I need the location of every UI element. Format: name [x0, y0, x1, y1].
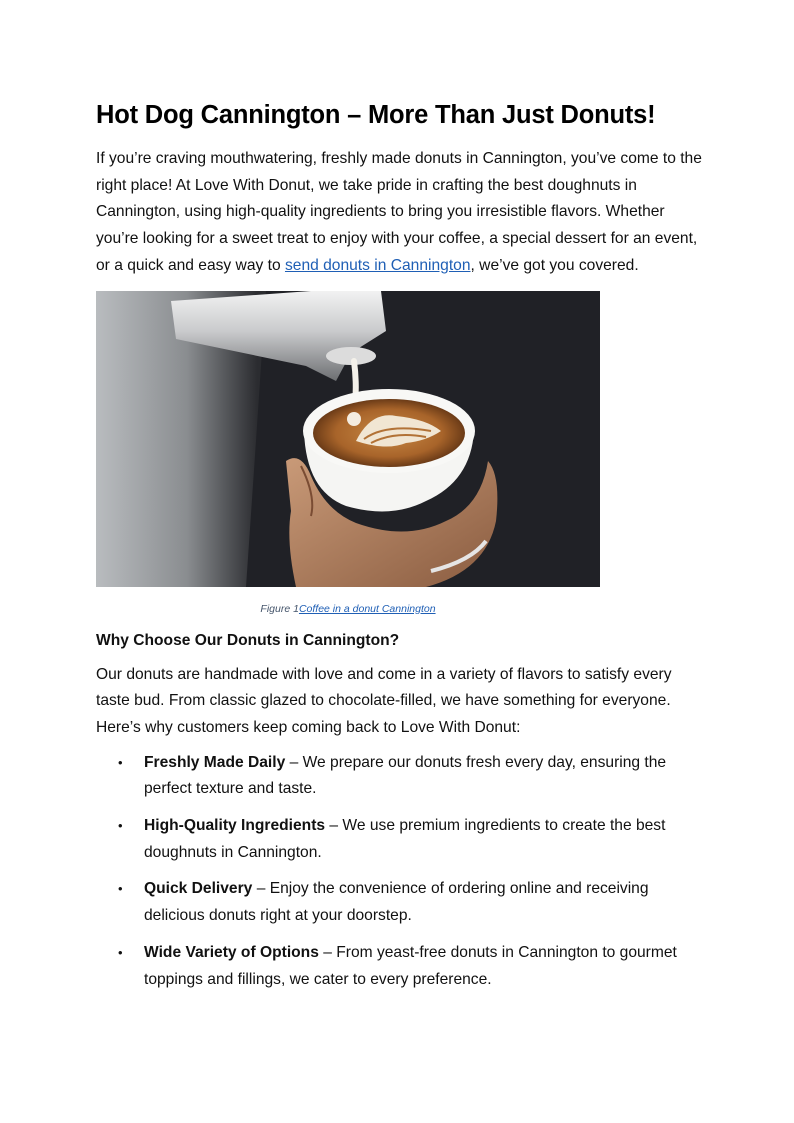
intro-text-before-link: If you’re craving mouthwatering, freshly made donuts in Cannington, you’ve come to the right place! At Love With Donut, we take pride in crafting the best doughnuts in Cannington, using high-quality ingredients to bring you irresistible flavors. Whether you’re looking for a sweet treat to enjoy with your coffee, a special dessert for an event, or a quick and easy way to: [96, 150, 702, 274]
bullet-icon: •: [118, 881, 123, 897]
feature-title: Wide Variety of Options: [144, 943, 319, 961]
feature-description: – We use premium ingredients to create the best doughnuts in Cannington.: [144, 817, 666, 861]
bullet-icon: •: [118, 754, 123, 770]
feature-title: High-Quality Ingredients: [144, 817, 326, 835]
intro-paragraph: [96, 146, 706, 280]
figure-caption: [96, 602, 600, 616]
feature-title: Freshly Made Daily: [144, 753, 286, 771]
list-item: [96, 876, 706, 929]
figure-caption-prefix: Figure 1: [260, 602, 299, 615]
intro-text-after-link: , we’ve got you covered.: [470, 256, 639, 274]
document-content: [96, 98, 706, 1003]
page-title: Hot Dog Cannington – More Than Just Donuts!: [96, 101, 656, 129]
coffee-latte-art-photo: [96, 291, 600, 587]
list-item: [96, 750, 706, 803]
section-heading: Why Choose Our Donuts in Cannington?: [96, 631, 400, 649]
list-item: [96, 940, 706, 993]
feature-description: – Enjoy the convenience of ordering online and receiving delicious donuts right at your doorstep.: [144, 880, 649, 925]
section-paragraph: Our donuts are handmade with love and come in a variety of flavors to satisfy every taste bud. From classic glazed to chocolate-filled, we have something for everyone. Here’s why customers keep coming back to Love With Donut:: [96, 665, 672, 736]
features-list: [96, 750, 706, 994]
list-item: [96, 813, 706, 866]
figure-caption-link[interactable]: Coffee in a donut Cannington: [298, 602, 436, 615]
bullet-icon: •: [118, 944, 123, 960]
send-donuts-link[interactable]: send donuts in Cannington: [284, 256, 471, 274]
feature-description: – From yeast-free donuts in Cannington to gourmet toppings and fillings, we cater to every preference.: [144, 943, 677, 988]
feature-title: Quick Delivery: [144, 880, 253, 898]
feature-description: – We prepare our donuts fresh every day, ensuring the perfect texture and taste.: [144, 753, 667, 798]
bullet-icon: •: [118, 818, 123, 834]
